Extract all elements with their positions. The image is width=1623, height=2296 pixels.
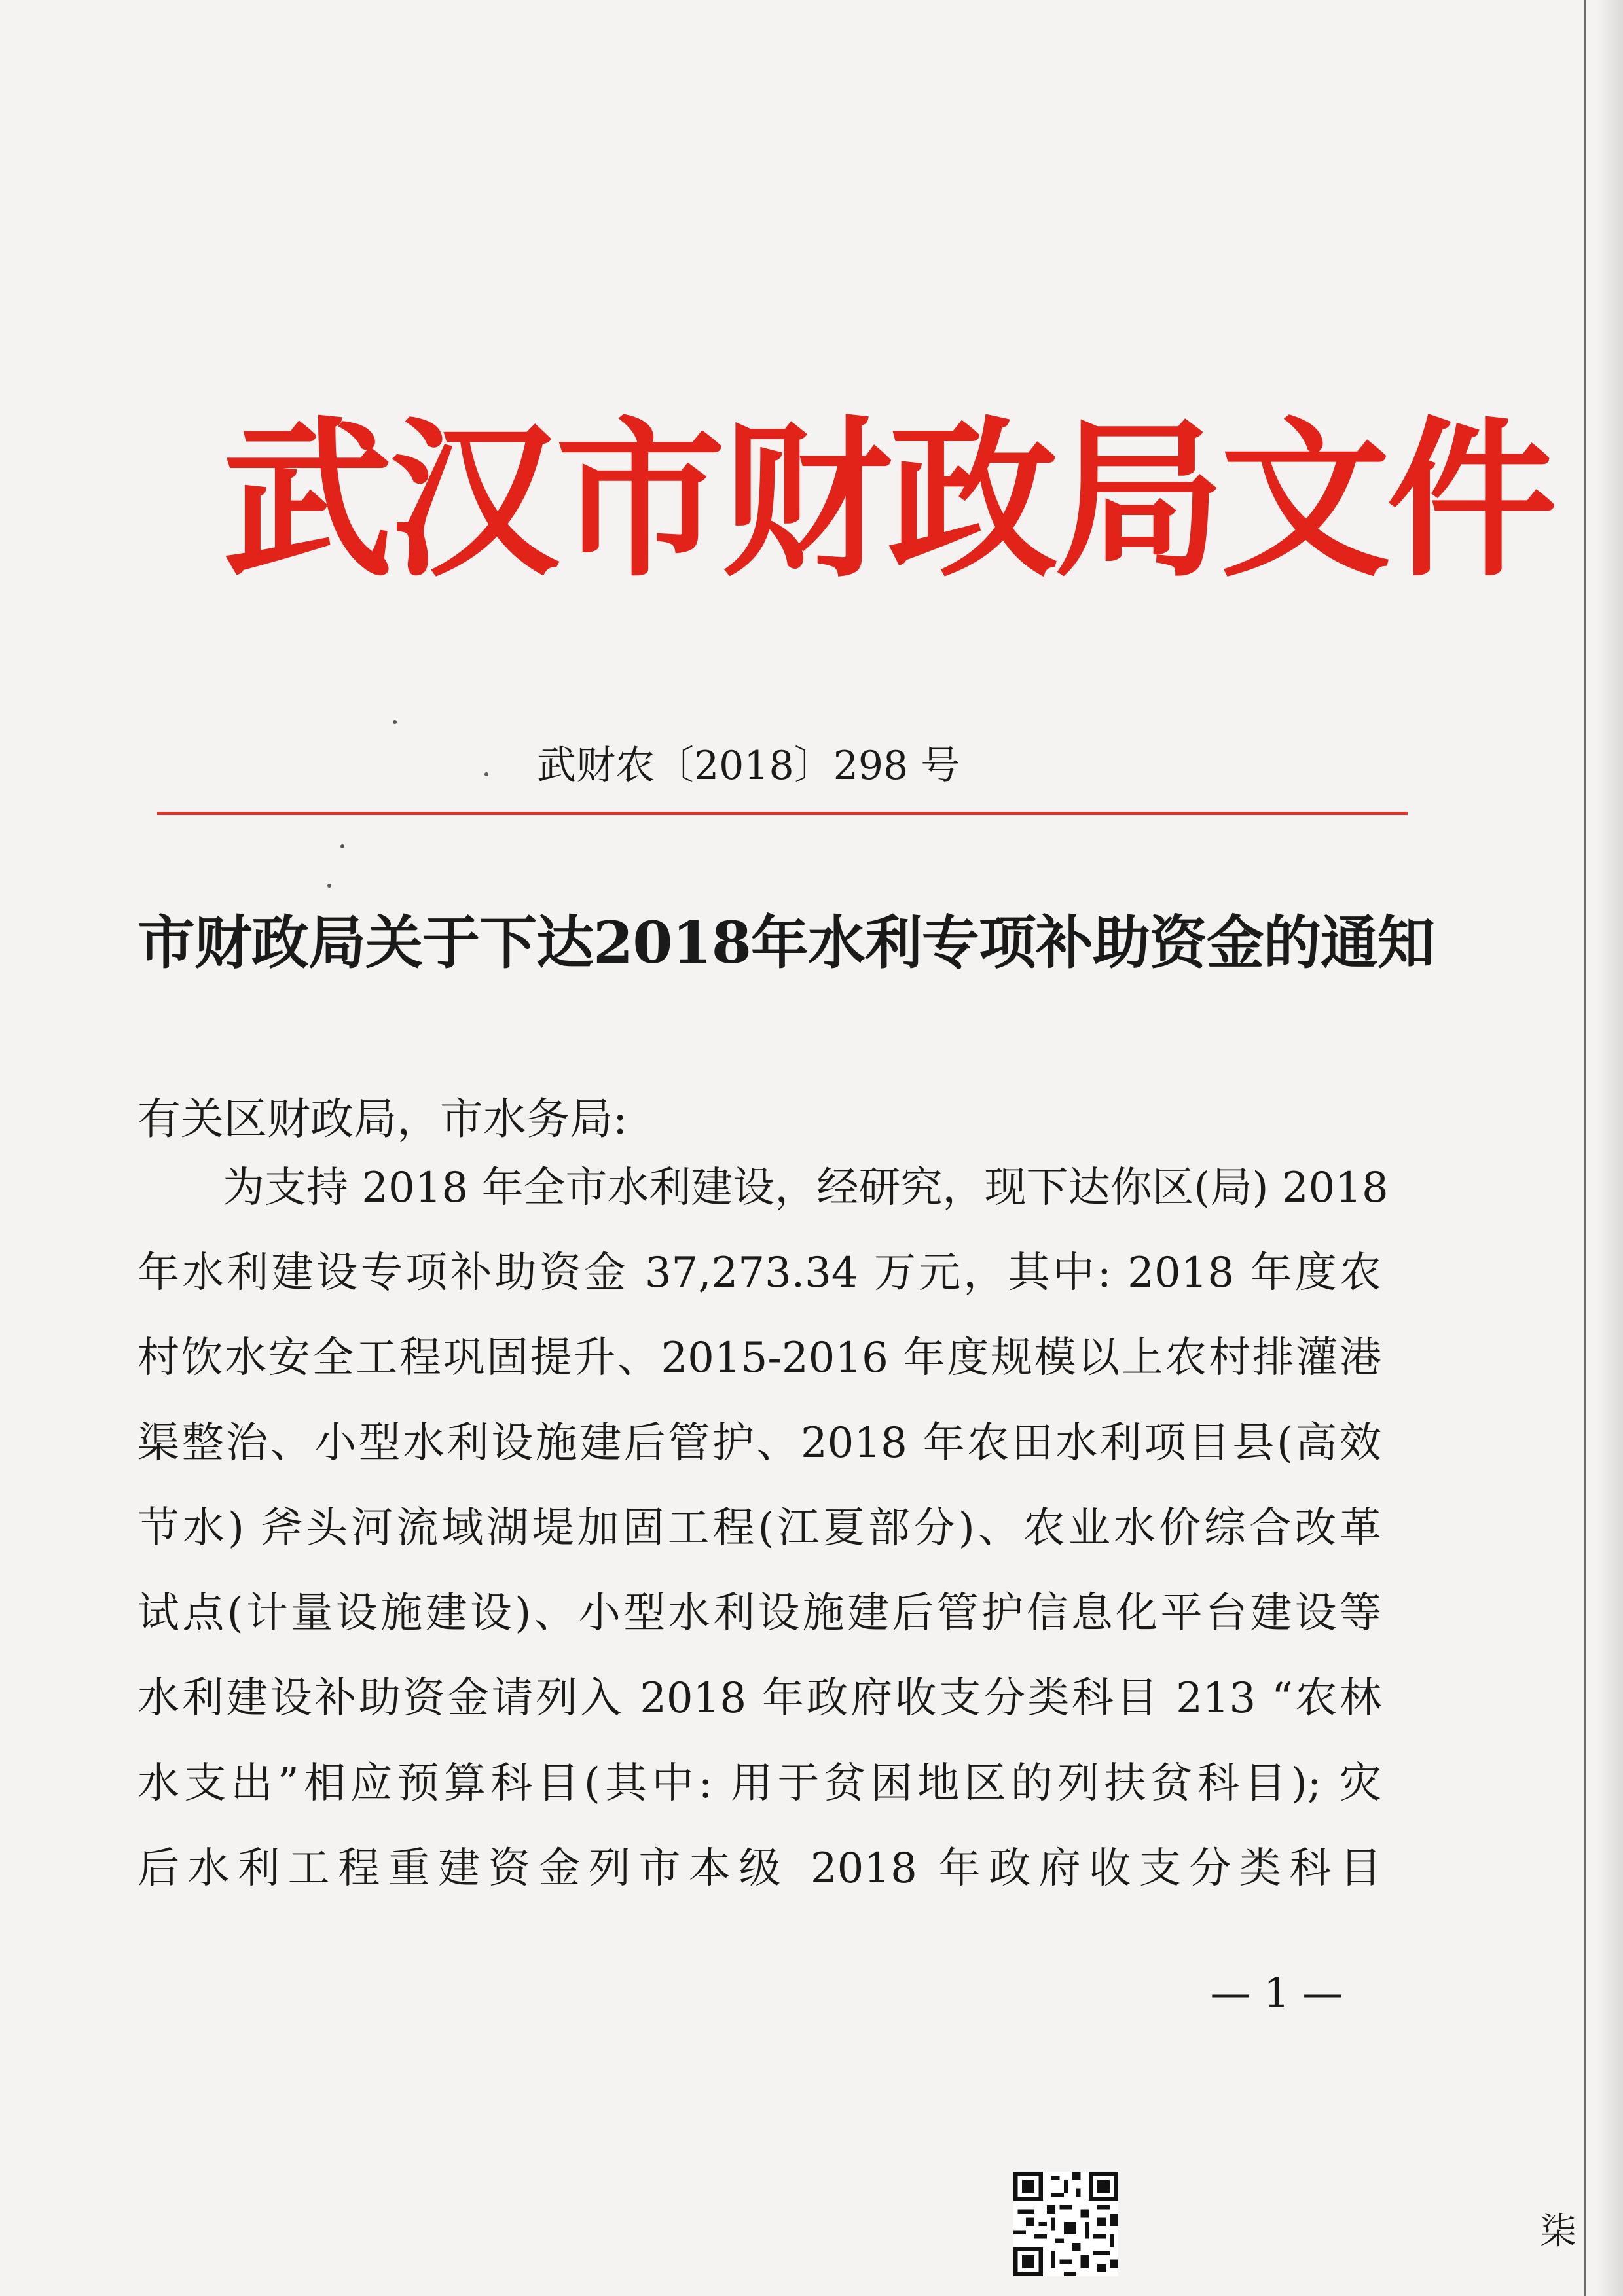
red-separator-line	[157, 812, 1408, 815]
paper-speck	[393, 720, 397, 724]
page-number: — 1 —	[1210, 1969, 1343, 2017]
corner-mark: 柒	[1540, 2210, 1577, 2253]
page-edge-shadow	[1597, 0, 1623, 2296]
body-line: 年水利建设专项补助资金 37,273.34 万元，其中: 2018 年度农	[137, 1249, 1381, 1297]
salutation: 有关区财政局，市水务局:	[137, 1094, 628, 1144]
body-line: 水利建设补助资金请列入 2018 年政府收支分类科目 213 “农林	[137, 1674, 1381, 1723]
body-line: 为支持 2018 年全市水利建设，经研究，现下达你区(局) 2018	[223, 1164, 1389, 1212]
notice-title: 市财政局关于下达2018年水利专项补助资金的通知	[137, 908, 1434, 977]
page-edge-line	[1584, 0, 1586, 2296]
document-number: 武财农〔2018〕298 号	[537, 743, 960, 789]
paper-speck	[484, 772, 488, 776]
body-line: 渠整治、小型水利设施建后管护、2018 年农田水利项目县(高效	[137, 1419, 1381, 1467]
paper-speck	[327, 884, 331, 888]
masthead-title: 武汉市财政局文件	[223, 401, 1553, 600]
body-line: 试点(计量设施建设)、小型水利设施建后管护信息化平台建设等	[137, 1589, 1381, 1638]
body-line: 后水利工程重建资金列市本级 2018 年政府收支分类科目	[137, 1844, 1381, 1893]
body-line: 节水) 斧头河流域湖堤加固工程(江夏部分)、农业水价综合改革	[137, 1504, 1381, 1552]
body-line: 水支出”相应预算科目(其中: 用于贫困地区的列扶贫科目); 灾	[137, 1759, 1381, 1808]
qr-code-icon	[1013, 2172, 1118, 2276]
paper-speck	[340, 844, 344, 848]
body-line: 村饮水安全工程巩固提升、2015-2016 年度规模以上农村排灌港	[137, 1334, 1381, 1382]
